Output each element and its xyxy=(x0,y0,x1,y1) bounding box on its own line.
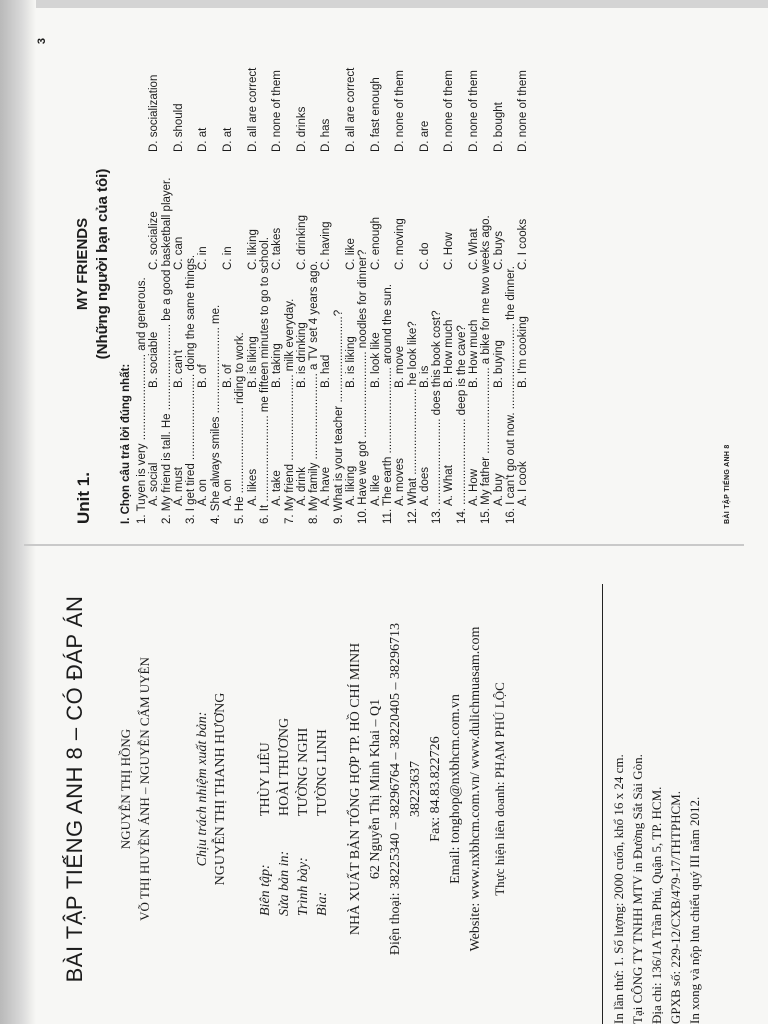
staff-row xyxy=(294,718,313,916)
publisher-line: Email: tonghop@nxbhcm.com.vn xyxy=(448,694,463,884)
answer-option: A. moves xyxy=(394,458,407,506)
question-stem: 13. ........................... does this book cost? xyxy=(431,310,444,524)
publisher-line: NHÀ XUẤT BẢN TỔNG HỢP TP. HỒ CHÍ MINH xyxy=(348,642,363,936)
question-item xyxy=(210,34,235,524)
publisher-line: 38223637 xyxy=(408,761,423,817)
answer-option: B. of xyxy=(222,364,235,388)
question-item xyxy=(333,34,358,524)
answer-options xyxy=(222,34,234,524)
answer-option: B. look like xyxy=(369,332,382,388)
question-stem: 10. Have we got ........................... noodles for dinner? xyxy=(357,249,370,524)
question-item xyxy=(284,34,309,524)
print-line: In xong và nộp lưu chiểu quý III năm 2012. xyxy=(687,796,702,1024)
answer-options xyxy=(296,34,308,524)
staff-row xyxy=(313,718,332,916)
question-item xyxy=(259,34,284,524)
answer-options xyxy=(320,34,332,524)
question-stem: 8. My family ........................... a TV set 4 years ago. xyxy=(308,260,321,524)
answer-options xyxy=(419,34,431,524)
unit-subtitle: (Những người bạn của tôi) xyxy=(94,168,111,360)
answer-option: B. had xyxy=(320,354,333,388)
answer-option: C. in xyxy=(197,246,210,270)
question-item xyxy=(431,34,456,524)
question-item xyxy=(382,34,407,524)
answer-option: D. none of them xyxy=(517,70,530,152)
answer-option: A. social xyxy=(148,462,161,506)
question-item xyxy=(357,34,382,524)
unit-title: MY FRIENDS xyxy=(74,217,91,311)
answer-option: A. How xyxy=(468,468,481,506)
answer-option: A. must xyxy=(172,467,185,506)
answer-option: C. drinking xyxy=(295,215,308,270)
question-item xyxy=(308,34,333,524)
question-item xyxy=(136,34,161,524)
question-item xyxy=(185,34,210,524)
responsibility-label: Chịu trách nhiệm xuất bản: xyxy=(195,711,210,867)
question-item xyxy=(505,34,530,524)
answer-option: A. like xyxy=(369,474,382,506)
print-line: In lần thứ: 1. Số lượng: 2000 cuốn, khổ 16 x 24 cm. xyxy=(611,754,626,1024)
answer-option: C. What xyxy=(468,228,481,270)
answer-option: C. having xyxy=(320,221,333,270)
question-stem: 12. What ........................... he look like? xyxy=(406,321,419,524)
staff-role: Bìa: xyxy=(315,891,330,916)
answer-options xyxy=(394,34,406,524)
staff-name: THÙY LIÊU xyxy=(258,742,273,816)
scan-top-edge xyxy=(0,0,768,8)
question-item xyxy=(480,34,505,524)
question-item xyxy=(407,34,432,524)
answer-option: D. none of them xyxy=(468,70,481,152)
answer-option: B. is xyxy=(418,365,431,388)
answer-option: C. I cooks xyxy=(517,218,530,270)
section-heading: I. Chọn câu trả lời đúng nhất: xyxy=(120,363,132,524)
answer-option: A. What xyxy=(443,465,456,506)
answer-option: C. in xyxy=(222,246,235,270)
answer-option: A. does xyxy=(418,467,431,506)
answer-options xyxy=(197,34,209,524)
answer-option: C. liking xyxy=(246,229,259,270)
answer-option: A. likes xyxy=(246,468,259,506)
answer-option: B. is liking xyxy=(345,336,358,388)
question-stem: 9. What is your teacher ...........................? xyxy=(332,309,345,524)
answer-option: A. I cook xyxy=(517,461,530,506)
answer-option: C. like xyxy=(345,238,358,270)
answer-option: C. moving xyxy=(394,218,407,270)
answer-option: C. enough xyxy=(369,216,382,270)
print-info xyxy=(602,584,704,1024)
publisher-info xyxy=(346,554,486,1024)
question-stem: 11. The earth ........................... around the sun. xyxy=(381,284,394,524)
answer-option: C. buys xyxy=(492,231,505,270)
question-stem: 7. My friend ........................... milk everyday. xyxy=(283,298,296,524)
responsibility-name: NGUYỄN THỊ THANH HƯƠNG xyxy=(213,692,228,886)
publisher-line: Fax: 84.83.822726 xyxy=(428,736,443,842)
answer-option: D. none of them xyxy=(394,70,407,152)
answer-option: B. move xyxy=(394,345,407,388)
answer-option: A. on xyxy=(197,479,210,506)
question-stem: 15. My father ........................... a bike for me two weeks ago. xyxy=(480,215,493,524)
answer-option: B. can't xyxy=(172,350,185,388)
answer-option: A. take xyxy=(271,470,284,506)
answer-option: A. liking xyxy=(345,465,358,506)
staff-role: Biên tập: xyxy=(258,864,273,916)
answer-option: D. none of them xyxy=(271,70,284,152)
answer-option: C. can xyxy=(172,236,185,270)
answer-option: B. is liking xyxy=(246,336,259,388)
author-line: VÕ THỊ HUYỀN ÁNH – NGUYỄN CẨM UYÊN xyxy=(137,657,152,921)
answer-options xyxy=(247,34,259,524)
question-stem: 2. My friend is tall. He ........................... be a good basketball player. xyxy=(160,177,173,524)
answer-options xyxy=(345,34,357,524)
question-stem: 14. ........................... deep is the cave? xyxy=(455,325,468,524)
question-stem: 16. I can't go out now. ........................... the dinner. xyxy=(504,266,517,524)
answer-option: C. do xyxy=(418,242,431,270)
answer-option: D. should xyxy=(172,103,185,152)
question-item xyxy=(161,34,186,524)
staff-row xyxy=(275,718,294,916)
dealer-line: Thực hiện liên doanh: PHẠM PHÚ LỘC xyxy=(492,682,507,896)
answer-options xyxy=(443,34,455,524)
staff-name: TƯỜNG NGHI xyxy=(296,727,311,816)
question-stem: 4. She always smiles ........................... me. xyxy=(209,304,222,524)
answer-option: B. How much xyxy=(468,319,481,388)
answer-options xyxy=(271,34,283,524)
staff-row xyxy=(256,718,275,916)
page-number: 3 xyxy=(36,38,48,45)
answer-option: C. socialize xyxy=(148,211,161,270)
answer-option: B. of xyxy=(197,364,210,388)
answer-option: A. drink xyxy=(295,467,308,506)
question-item xyxy=(234,34,259,524)
answer-option: D. all are correct xyxy=(246,67,259,152)
question-stem: 3. I get tired ........................... doing the same things. xyxy=(185,254,198,524)
answer-option: D. socialization xyxy=(148,74,161,152)
answer-options xyxy=(517,34,529,524)
author-line: NGUYỄN THỊ HỒNG xyxy=(118,728,133,850)
answer-options xyxy=(468,34,480,524)
answer-options xyxy=(173,34,185,524)
page-gutter xyxy=(24,544,744,546)
answer-option: B. taking xyxy=(271,343,284,388)
staff-name: TƯỜNG LINH xyxy=(315,729,330,816)
unit-label: Unit 1. xyxy=(74,472,93,524)
authors xyxy=(116,554,154,1024)
publisher-line: 62 Nguyễn Thị Minh Khai – Q1 xyxy=(368,698,383,880)
answer-option: A. on xyxy=(222,479,235,506)
answer-option: D. at xyxy=(222,127,235,152)
answer-option: D. bought xyxy=(492,102,505,152)
print-line: GPXB số: 229-12/CXB/479-17/THTPHCM. xyxy=(668,791,683,1024)
answer-option: C. How xyxy=(443,232,456,270)
answer-option: B. buying xyxy=(492,340,505,388)
answer-option: B. I'm cooking xyxy=(517,316,530,388)
book-title: BÀI TẬP TIẾNG ANH 8 – CÓ ĐÁP ÁN xyxy=(62,595,87,983)
question-stem: 6. It ........................... me fifteen minutes to go to school. xyxy=(258,237,271,524)
answer-options xyxy=(370,34,382,524)
question-stem: 1. Tuyen is very ........................... and generous. xyxy=(136,277,148,524)
answer-option: A. buy xyxy=(492,473,505,506)
print-line: Tại CÔNG TY TNHH MTV in Đường Sắt Sài Gòn. xyxy=(630,754,645,1024)
publisher-line: Điện thoại: 38225340 – 38296764 – 38220405 – 38296713 xyxy=(388,622,403,956)
imprint-page xyxy=(24,554,744,1024)
question-list xyxy=(136,34,530,524)
answer-option: D. are xyxy=(418,120,431,152)
answer-option: B. sociable xyxy=(148,331,161,388)
rotated-sheet xyxy=(24,24,744,1024)
answer-option: B. How much xyxy=(443,319,456,388)
answer-option: D. drinks xyxy=(295,106,308,152)
unit-page xyxy=(24,24,744,524)
staff-list xyxy=(256,718,332,916)
print-line: Địa chỉ: 136/1A Trần Phú, Quận 5, TP. HCM. xyxy=(649,786,664,1024)
answer-option: D. all are correct xyxy=(345,67,358,152)
answer-option: A. have xyxy=(320,467,333,506)
question-item xyxy=(456,34,481,524)
answer-option: D. has xyxy=(320,118,333,152)
page-footer: BÀI TẬP TIẾNG ANH 8 xyxy=(724,444,731,524)
responsibility xyxy=(194,554,230,1024)
staff-name: HOÀI THƯƠNG xyxy=(277,717,292,816)
answer-option: C. takes xyxy=(271,227,284,270)
answer-options xyxy=(148,34,160,524)
publisher-line: Website: www.nxbhcm.com.vn/ www.dulichmuasam.com xyxy=(468,626,483,952)
answer-option: D. none of them xyxy=(443,70,456,152)
staff-role: Trình bày: xyxy=(296,857,311,916)
answer-option: B. is drinking xyxy=(295,322,308,388)
staff-role: Sửa bản in: xyxy=(277,850,292,916)
question-stem: 5. He ........................... riding to work. xyxy=(234,332,247,524)
answer-option: D. at xyxy=(197,127,210,152)
answer-option: D. fast enough xyxy=(369,77,382,152)
answer-options xyxy=(493,34,505,524)
